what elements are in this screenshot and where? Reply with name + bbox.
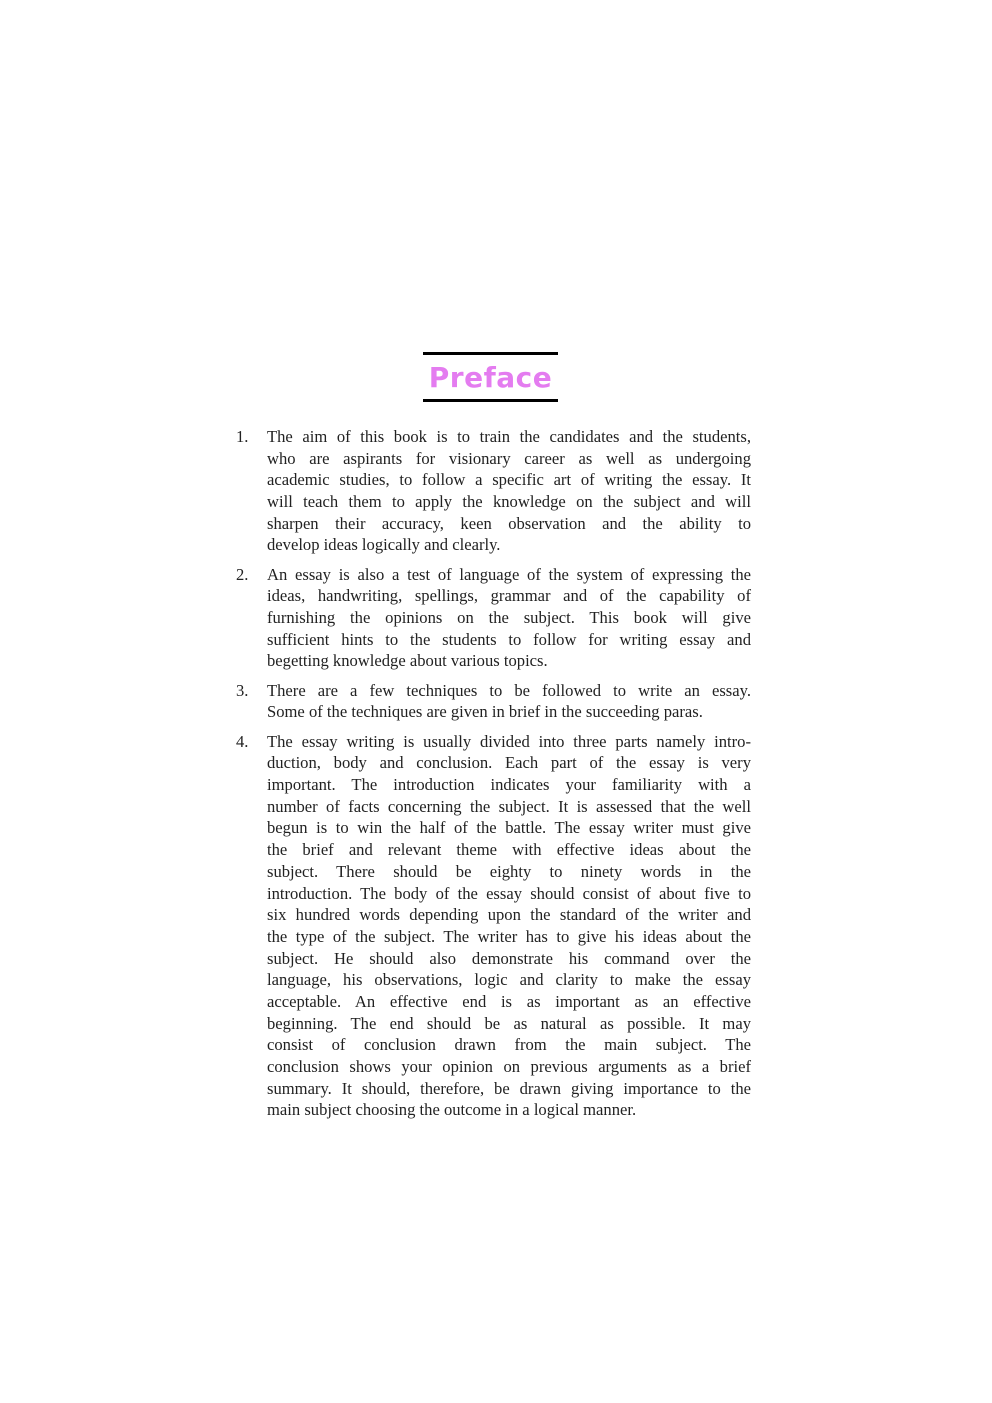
paragraph-line: The aim of this book is to train the candidates and the students, [267, 427, 751, 446]
paragraph-line: develop ideas logically and clearly. [267, 535, 501, 555]
paragraph-line: sufficient hints to the students to follow for writing essay and [267, 629, 751, 649]
paragraph-line: six hundred words depending upon the standard of the writer and [267, 905, 751, 925]
paragraph-line: will teach them to apply the knowledge on the subject and will [267, 492, 751, 512]
paragraph-line: the brief and relevant theme with effective ideas about the [267, 840, 751, 860]
paragraph-line: number of facts concerning the subject. It is assessed that the well [267, 796, 751, 816]
paragraph-line: subject. There should be eighty to ninety words in the [267, 861, 751, 881]
paragraph-line: begetting knowledge about various topics. [267, 651, 548, 671]
preface-list [236, 426, 751, 1129]
paragraph-line: beginning. The end should be as natural as possible. It may [267, 1013, 751, 1033]
paragraph-line: academic studies, to follow a specific art of writing the essay. It [267, 470, 751, 490]
paragraph-line: There are a few techniques to be followed to write an essay. [267, 680, 751, 700]
title-bottom-rule [423, 399, 558, 402]
item-number: 2. [236, 564, 249, 584]
item-number: 1. [236, 427, 249, 446]
paragraph-line: consist of conclusion drawn from the main subject. The [267, 1035, 751, 1055]
title-top-rule [423, 352, 558, 355]
paragraph-line: subject. He should also demonstrate his command over the [267, 948, 751, 968]
paragraph-line: sharpen their accuracy, keen observation and the ability to [267, 513, 751, 533]
paragraph-line: the type of the subject. The writer has to give his ideas about the [267, 926, 751, 946]
paragraph-line: introduction. The body of the essay should consist of about five to [267, 883, 751, 903]
paragraph-line: duction, body and conclusion. Each part of the essay is very [267, 753, 751, 773]
list-item [236, 680, 751, 723]
paragraph-line: acceptable. An effective end is as important as an effective [267, 991, 751, 1011]
title-block [423, 352, 558, 403]
item-number: 3. [236, 680, 249, 700]
paragraph-line: important. The introduction indicates your familiarity with a [267, 775, 751, 795]
paragraph-line: An essay is also a test of language of the system of expressing the [267, 564, 751, 584]
paragraph-line: main subject choosing the outcome in a logical manner. [267, 1100, 637, 1120]
list-item [236, 426, 751, 556]
paragraph-line: The essay writing is usually divided into three parts namely intro- [267, 731, 751, 751]
paragraph-line: language, his observations, logic and clarity to make the essay [267, 970, 751, 990]
paragraph-line: begun is to win the half of the battle. The essay writer must give [267, 818, 751, 838]
item-number: 4. [236, 731, 249, 751]
page-title: Preface [428, 361, 553, 394]
list-item [236, 564, 751, 672]
paragraph-line: Some of the techniques are given in brief in the succeeding paras. [267, 702, 703, 722]
paragraph-line: furnishing the opinions on the subject. This book will give [267, 608, 751, 628]
list-item [236, 731, 751, 1121]
paragraph-line: ideas, handwriting, spellings, grammar and of the capability of [267, 586, 751, 606]
paragraph-line: conclusion shows your opinion on previous arguments as a brief [267, 1057, 751, 1077]
paragraph-line: summary. It should, therefore, be drawn giving importance to the [267, 1078, 751, 1098]
paragraph-line: who are aspirants for visionary career as well as undergoing [267, 448, 751, 468]
